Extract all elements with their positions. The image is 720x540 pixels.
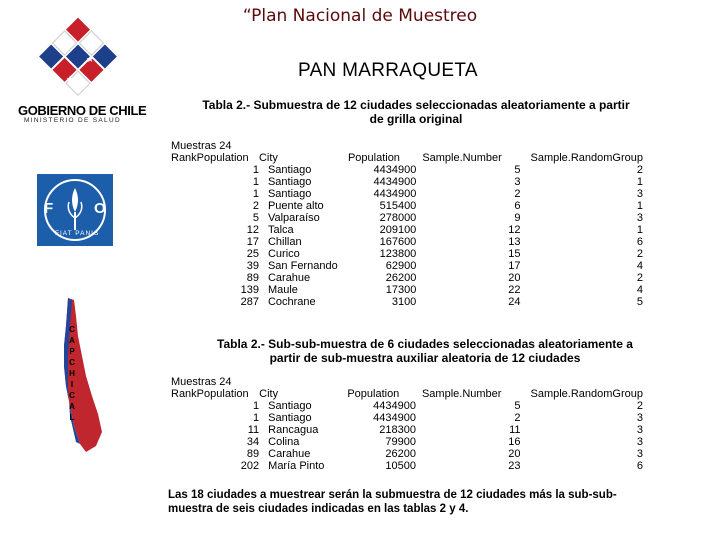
cell-city: María Pinto (268, 460, 325, 472)
col-header-random-group: Sample.RandomGroup (530, 152, 643, 164)
cell-city: Santiago (267, 176, 312, 188)
cell-city: Talca (267, 224, 294, 236)
cell-city: Curico (267, 248, 300, 260)
cell-rank: 287 (240, 296, 259, 308)
cell-rank: 34 (246, 436, 260, 448)
cell-sample-number: 3 (514, 176, 521, 188)
table2-caption (200, 337, 650, 365)
cell-sample-number: 24 (508, 296, 521, 308)
table-row (171, 424, 643, 436)
cell-sample-number: 23 (508, 460, 521, 472)
cell-city: San Fernando (267, 260, 338, 272)
col-header-rank: RankPopulation (171, 152, 249, 164)
page-header-title: “Plan Nacional de Muestreo (242, 6, 478, 26)
cell-rank: 1 (253, 400, 260, 412)
cell-population: 26200 (385, 448, 416, 460)
cell-random-group: 5 (636, 296, 643, 308)
col-header-sample-number: Sample.Number (422, 152, 502, 164)
cell-population: 4434900 (373, 400, 416, 412)
cell-random-group: 4 (636, 284, 643, 296)
cell-random-group: 1 (636, 200, 643, 212)
cell-population: 278000 (379, 212, 417, 224)
cell-population: 4434900 (373, 164, 417, 176)
table-row (171, 200, 643, 212)
svg-text:★: ★ (63, 35, 72, 45)
cell-population: 515400 (379, 200, 417, 212)
cell-sample-number: 20 (508, 448, 521, 460)
cell-population: 218300 (379, 424, 416, 436)
cell-population: 26200 (385, 272, 417, 284)
capchical-letter: L (69, 413, 75, 422)
col-header-city: City (258, 152, 278, 164)
table-row (171, 400, 643, 412)
cell-rank: 202 (240, 460, 260, 472)
table-row (171, 272, 643, 284)
cell-sample-number: 22 (508, 284, 521, 296)
table-row (171, 224, 643, 236)
footer-note (168, 488, 668, 516)
gobierno-chile-logo (28, 16, 128, 107)
cell-sample-number: 5 (514, 400, 521, 412)
table1-caption-line2: de grilla original (369, 112, 463, 126)
capchical-letter: C (69, 391, 75, 400)
cell-population: 62900 (385, 260, 417, 272)
cell-sample-number: 20 (508, 272, 521, 284)
table-row (171, 436, 643, 448)
cell-rank: 39 (246, 260, 259, 272)
cell-city: Santiago (267, 188, 312, 200)
capchical-letter: A (69, 402, 75, 411)
cell-random-group: 2 (636, 164, 643, 176)
cell-population: 167600 (379, 236, 417, 248)
svg-text:★: ★ (86, 55, 95, 65)
table-row (171, 176, 643, 188)
table-row (171, 260, 643, 272)
cell-rank: 25 (246, 248, 259, 260)
cell-city: Chillan (267, 236, 302, 248)
capchical-letter: I (70, 380, 74, 389)
cell-random-group: 3 (636, 212, 643, 224)
chile-map-icon (56, 296, 106, 456)
cell-rank: 1 (252, 164, 259, 176)
fao-letter-f: F (44, 200, 54, 217)
cell-sample-number: 15 (508, 248, 521, 260)
fao-letter-o: O (94, 200, 106, 217)
fao-logo (37, 174, 113, 246)
cell-population: 4434900 (373, 176, 417, 188)
cell-rank: 1 (253, 412, 260, 424)
cell-sample-number: 16 (508, 436, 521, 448)
cell-population: 123800 (379, 248, 417, 260)
col-header-population: Population (347, 388, 400, 400)
table1-caption (196, 98, 636, 126)
cell-random-group: 3 (636, 412, 643, 424)
table-header-row (171, 388, 643, 400)
cell-rank: 1 (252, 188, 259, 200)
cell-rank: 12 (246, 224, 259, 236)
table1-caption-line1: Tabla 2.- Submuestra de 12 ciudades seleccionadas aleatoriamente a partir (202, 98, 630, 112)
table-row (171, 412, 643, 424)
star-cube-icon (28, 16, 128, 102)
cell-city: Maule (267, 284, 298, 296)
cell-rank: 5 (252, 212, 259, 224)
cell-city: Santiago (268, 412, 312, 424)
cell-population: 79900 (385, 436, 416, 448)
table-row (171, 212, 643, 224)
ministerio-logo-text: MINISTERIO DE SALUD (24, 117, 121, 124)
cell-random-group: 3 (636, 424, 643, 436)
table-row (171, 188, 643, 200)
capchical-letter: C (69, 325, 75, 334)
cell-population: 3100 (391, 296, 417, 308)
table2 (171, 388, 643, 472)
cell-city: Cochrane (267, 296, 316, 308)
col-header-rank: RankPopulation (171, 388, 249, 400)
cell-sample-number: 6 (514, 200, 521, 212)
cell-random-group: 6 (636, 460, 643, 472)
cell-random-group: 1 (636, 176, 643, 188)
cell-rank: 11 (247, 424, 260, 436)
cell-population: 4434900 (373, 188, 417, 200)
cell-city: Carahue (268, 448, 311, 460)
svg-text:★: ★ (66, 75, 75, 85)
cell-city: Carahue (267, 272, 311, 284)
cell-rank: 17 (246, 236, 259, 248)
cell-population: 10500 (385, 460, 416, 472)
capchical-letter: P (69, 347, 75, 356)
footer-line1: Las 18 ciudades a muestrear serán la submuestra de 12 ciudades más la sub-sub- (168, 489, 617, 501)
capchical-letter: C (69, 358, 75, 367)
cell-random-group: 6 (636, 236, 643, 248)
cell-city: Valparaíso (267, 212, 320, 224)
table2-caption-line2: partir de sub-muestra auxiliar aleatoria de 12 ciudades (269, 351, 581, 365)
cell-rank: 2 (252, 200, 259, 212)
table-row (171, 164, 643, 176)
col-header-city: City (259, 388, 279, 400)
cell-rank: 89 (246, 448, 260, 460)
cell-sample-number: 5 (514, 164, 521, 176)
col-header-sample-number: Sample.Number (421, 388, 502, 400)
cell-city: Rancagua (268, 424, 319, 436)
cell-sample-number: 9 (514, 212, 521, 224)
cell-population: 209100 (379, 224, 417, 236)
table-row (171, 236, 643, 248)
footer-line2: muestra de seis ciudades indicadas en las tablas 2 y 4. (168, 503, 469, 515)
cell-random-group: 4 (636, 260, 643, 272)
table-row (171, 460, 643, 472)
table1-samples-label: Muestras 24 (171, 140, 232, 152)
table-row (171, 248, 643, 260)
cell-random-group: 3 (636, 436, 643, 448)
table2-samples-label: Muestras 24 (171, 376, 232, 388)
cell-population: 4434900 (373, 412, 416, 424)
cell-random-group: 3 (636, 188, 643, 200)
table-header-row (171, 152, 643, 164)
gobierno-logo-text: GOBIERNO DE CHILE (18, 103, 147, 118)
cell-city: Colina (268, 436, 300, 448)
cell-random-group: 2 (636, 248, 643, 260)
table-row (171, 284, 643, 296)
table-row (171, 448, 643, 460)
fao-motto: FIAT PANIS (55, 230, 100, 237)
cell-random-group: 2 (636, 400, 643, 412)
table-row (171, 296, 643, 308)
document-title: PAN MARRAQUETA (298, 60, 478, 81)
cell-random-group: 3 (636, 448, 643, 460)
cell-random-group: 2 (636, 272, 643, 284)
cell-city: Santiago (267, 164, 312, 176)
capchical-label (66, 324, 78, 423)
cell-city: Puente alto (267, 200, 324, 212)
col-header-random-group: Sample.RandomGroup (530, 388, 643, 400)
cell-random-group: 1 (636, 224, 643, 236)
cell-rank: 139 (240, 284, 259, 296)
cell-sample-number: 11 (509, 424, 521, 436)
cell-sample-number: 13 (508, 236, 521, 248)
cell-sample-number: 2 (514, 188, 521, 200)
cell-city: Santiago (268, 400, 312, 412)
capchical-letter: A (69, 336, 75, 345)
capchical-letter: H (69, 369, 75, 378)
cell-sample-number: 17 (508, 260, 521, 272)
cell-rank: 89 (246, 272, 259, 284)
cell-sample-number: 2 (514, 412, 521, 424)
table2-caption-line1: Tabla 2.- Sub-sub-muestra de 6 ciudades seleccionadas aleatoriamente a (217, 337, 633, 351)
cell-sample-number: 12 (508, 224, 521, 236)
cell-population: 17300 (385, 284, 417, 296)
chile-map-logo (56, 296, 106, 461)
table1 (171, 152, 643, 308)
col-header-population: Population (347, 152, 400, 164)
cell-rank: 1 (252, 176, 259, 188)
